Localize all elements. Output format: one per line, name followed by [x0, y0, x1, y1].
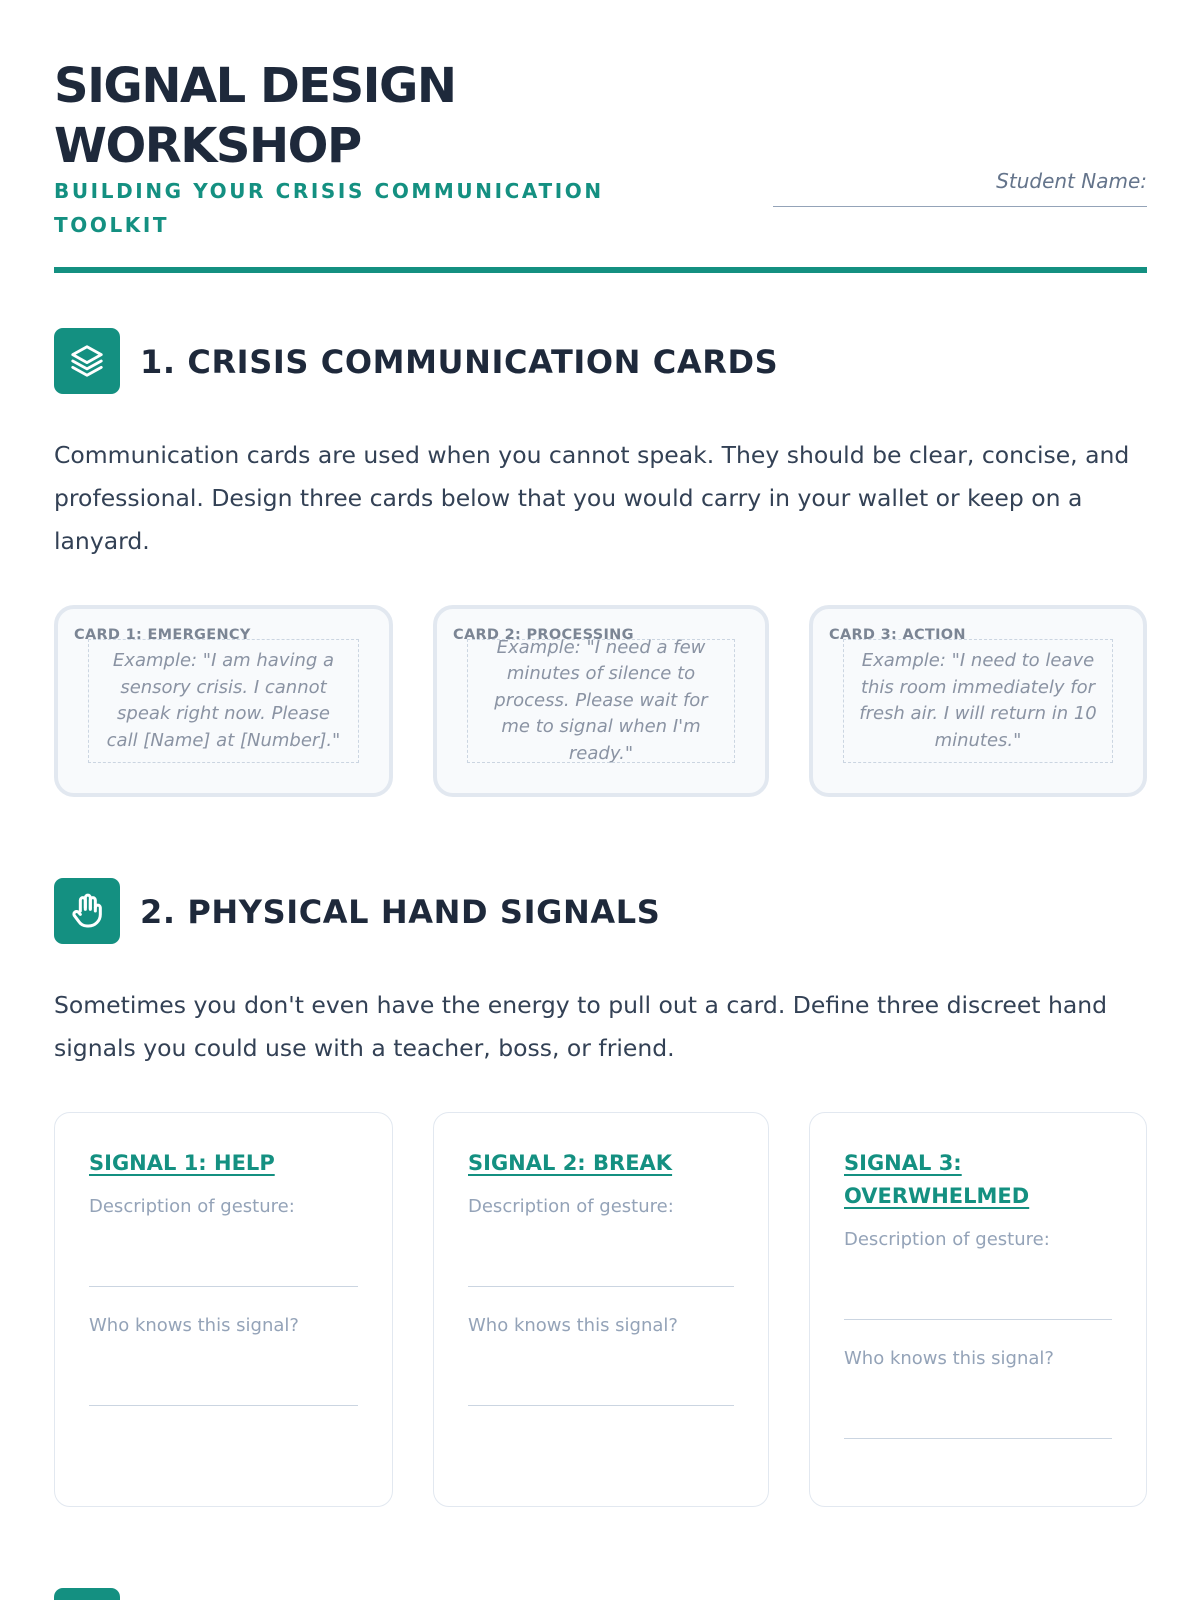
card-example-text: Example: "I need a few minutes of silence to process. Please wait for me to signal when I'm ready." [494, 636, 708, 764]
card-label: CARD 3: ACTION [829, 627, 966, 643]
section-1-header [54, 328, 1147, 394]
student-name-field[interactable] [767, 166, 1147, 208]
section-2-intro: Sometimes you don't even have the energy to pull out a card. Define three discreet hand signals you could use with a teacher, boss, or friend. [54, 991, 1108, 1062]
card-label: CARD 1: EMERGENCY [74, 627, 251, 643]
signal-card-1 [54, 1112, 393, 1507]
gesture-description-label: Description of gesture: [468, 1196, 674, 1217]
gesture-description-label: Description of gesture: [89, 1196, 295, 1217]
student-name-label: Student Name: [996, 169, 1147, 193]
card-writing-area[interactable] [88, 639, 359, 763]
communication-card-2[interactable] [433, 605, 769, 797]
signal-card-2 [433, 1112, 769, 1507]
gesture-description-label: Description of gesture: [844, 1229, 1050, 1250]
card-writing-area[interactable] [467, 636, 735, 764]
section-3-icon [54, 1588, 120, 1600]
signal-card-3 [809, 1112, 1147, 1507]
hand-icon [54, 878, 120, 944]
page-header [54, 56, 1147, 276]
who-knows-label: Who knows this signal? [89, 1315, 299, 1336]
layers-icon [54, 328, 120, 394]
page-title: SIGNAL DESIGN WORKSHOP [54, 58, 456, 174]
section-1-title: 1. CRISIS COMMUNICATION CARDS [140, 343, 779, 381]
communication-card-1[interactable] [54, 605, 393, 797]
communication-card-3[interactable] [809, 605, 1147, 797]
card-writing-area[interactable] [843, 639, 1113, 763]
card-example-text: Example: "I am having a sensory crisis. I cannot speak right now. Please call [Name] at [Number]." [106, 650, 341, 751]
gesture-description-line[interactable] [89, 1286, 358, 1287]
signal-title: SIGNAL 2: BREAK [468, 1151, 673, 1175]
page-subtitle: BUILDING YOUR CRISIS COMMUNICATION TOOLKIT [54, 179, 604, 237]
section-2-title: 2. PHYSICAL HAND SIGNALS [140, 893, 661, 931]
section-1-intro: Communication cards are used when you cannot speak. They should be clear, concise, and professional. Design three cards below that you would carry in your wallet or keep on a lanyard. [54, 441, 1130, 555]
student-name-line[interactable] [773, 206, 1147, 208]
who-knows-label: Who knows this signal? [468, 1315, 678, 1336]
who-knows-label: Who knows this signal? [844, 1348, 1054, 1369]
card-example-text: Example: "I need to leave this room immediately for fresh air. I will return in 10 minutes." [859, 650, 1097, 751]
signal-title: SIGNAL 3: OVERWHELMED [844, 1151, 1030, 1208]
gesture-description-line[interactable] [844, 1319, 1112, 1320]
who-knows-line[interactable] [468, 1405, 734, 1406]
signal-title: SIGNAL 1: HELP [89, 1151, 275, 1175]
section-2-header [54, 878, 1147, 944]
card-label: CARD 2: PROCESSING [453, 627, 634, 643]
header-divider [54, 267, 1147, 273]
who-knows-line[interactable] [89, 1405, 358, 1406]
gesture-description-line[interactable] [468, 1286, 734, 1287]
who-knows-line[interactable] [844, 1438, 1112, 1439]
